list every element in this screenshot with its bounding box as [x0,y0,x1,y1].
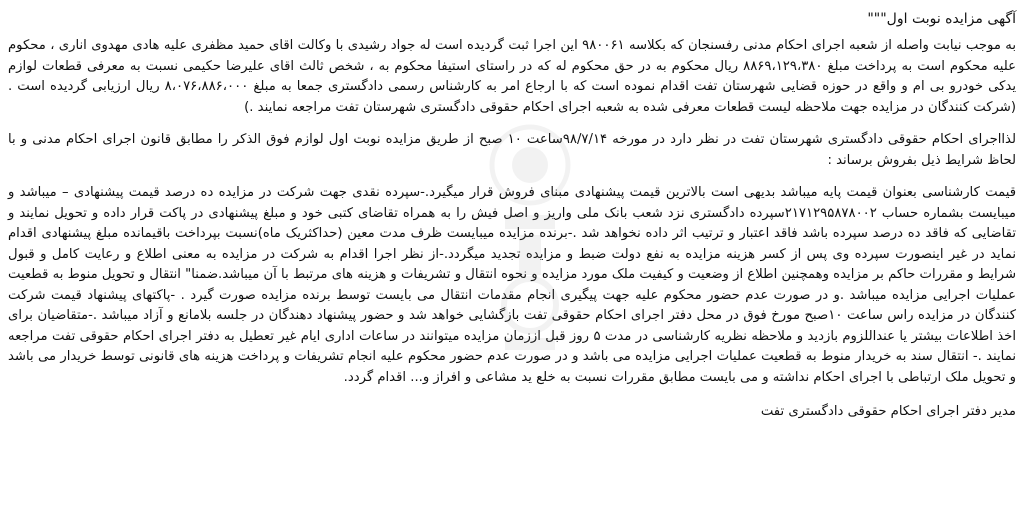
notice-signature: مدیر دفتر اجرای احکام حقوقی دادگستری تفت [760,404,1016,419]
notice-paragraph-conditions: قیمت کارشناسی بعنوان قیمت پایه میباشد بدیهی است بالاترین قیمت پیشنهادی مبنای فروش قرار میگیرد.-سپرده نقدی جهت شرکت در مزایده ده درصد قیمت پیشنهادی – میباشد و میبایست بشماره حساب ۲۱۷۱۲۹۵۸۷۸۰۰۲سپرده دادگستری نزد شعب بانک ملی واریز و اصل فیش را به همراه تقاضای کتبی خود و مبلغ پیشنهادی در پاکت قرار داده و تحویل نمایند و تقاضایی که فاقد ده درصد سپرده باشد فاقد اعتبار و ترتیب اثر داده نخواهد شد .-برنده مزایده میبایست ظرف مدت معین (حداکثریک ماه)نسبت بپرداخت باقیمانده مبلغ پیشنهادی اقدام نماید در غیر اینصورت سپرده وی پس از کسر هزینه مزایده به نفع دولت ضبط و مزایده تجدید میگردد.-از نظر اجرا اقدام به شرکت در مزایده به معنی اطلاع و رعایت کامل و قبول شرایط و مقررات حاکم بر مزایده وهمچنین اطلاع از وضعیت و کیفیت ملک مورد مزایده و نحوه انتقال و تشریفات و هزینه های مرتبط با آن میباشد.ضمنا" انتقال و تحویل منوط به قطعیت عملیات اجرایی مزایده میباشد .و در صورت عدم حضور محکوم علیه جهت پیگیری انجام مقدمات انتقال می بایست توسط برنده مزایده صورت گیرد . -پاکتهای پیشنهاد قیمت شرکت کنندگان در مزایده راس ساعت ۱۰صبح مورخ فوق در محل دفتر اجرای احکام حقوقی تفت بازگشایی خواهد شد و حضور پیشنهاد دهندگان در جلسه بلامانع و آزاد میباشد .-متقاضیان برای اخذ اطلاعات بیشتر یا عنداللزوم بازدید و ملاحظه نظریه کارشناسی در مدت ۵ روز قبل اززمان مزایده میتوانند در ساعات اداری ایام غیر تعطیل به دفتر اجرای احکام حقوقی تفت مراجعه نمایند .- انتقال سند به خریدار منوط به قطعیت عملیات اجرایی مزایده می باشد و در صورت عدم حضور محکوم علیه انجام تشریفات و پرداخت هزینه های قانونی توسط خریدار می باشد و تحویل ملک ارتباطی با اجرای احکام نداشته و می بایست مطابق مقررات نسبت به خلع ید مشاعی و افراز و... اقدام گردد. [8,185,1017,385]
notice-title: آگهی مزایده نوبت اول""" [867,11,1016,27]
notice-paragraph-auction-date: لذااجرای احکام حقوقی دادگستری شهرستان تفت در نظر دارد در مورخه ۹۸/۷/۱۴ساعت ۱۰ صبح از طریق مزایده نوبت اول لوازم فوق الذکر را مطابق قانون اجرای احکام مدنی و با لحاظ شرایط ذیل بفروش برساند : [8,132,1016,168]
notice-paragraph-background: به موجب نیابت واصله از شعبه اجرای احکام مدنی رفسنجان که بکلاسه ۹۸۰۰۶۱ این اجرا ثبت گردیده است له جواد رشیدی با وکالت اقای حمید مظفری علیه هادی مهدوی اناری ، محکوم علیه محکوم است به پرداخت مبلغ ۸۸۶۹،۱۲۹،۳۸۰ ریال محکوم به در حق محکوم له که در راستای استیفا محکوم به ، شخص ثالث اقای علیرضا حکیمی نسبت به معرفی قطعات لوازم یدکی خودرو بی ام و واقع در حوزه قضایی شهرستان تفت اقدام نموده است که با ارجاع امر به کارشناس رسمی دادگستری جمعا به مبلغ ۸،۰۷۶،۸۸۶،۰۰۰ ریال ارزیابی گردیده است . (شرکت کنندگان در مزایده جهت ملاحظه لیست قطعات معرفی شده به شعبه اجرای احکام حقوقی دادگستری شهرستان تفت مراجعه نمایند .) [8,38,1016,115]
